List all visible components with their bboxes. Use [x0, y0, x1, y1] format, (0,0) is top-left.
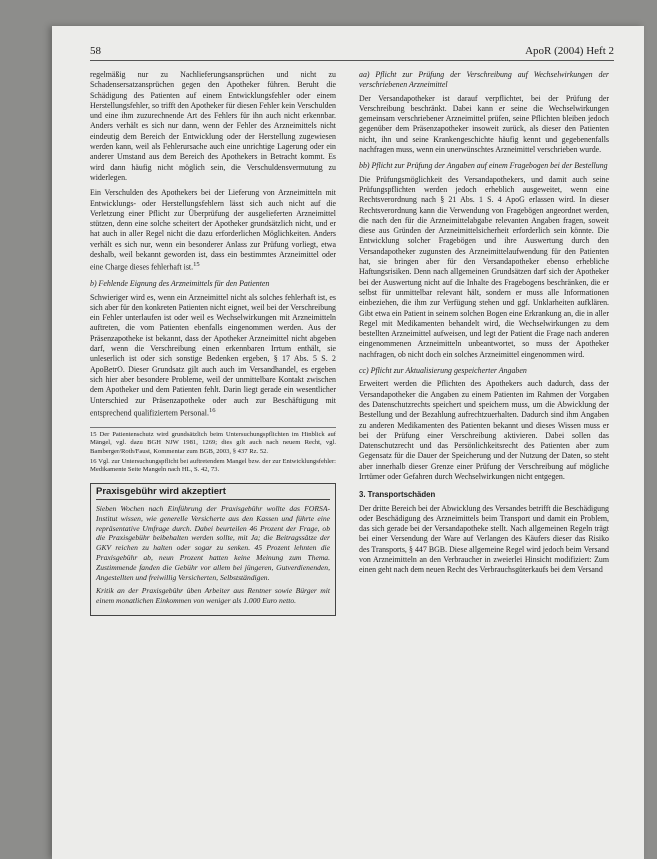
news-box-text: Sieben Wochen nach Einführung der Praxisgebühr wollte das FORSA-Institut wissen, wie generelle Versicherte aus den Kassen und führte eine repräsentative Umfrage durch. Dabei beurteilen 46 Prozent der Frage, ob die Praxisgebühr beibehalten werden sollte, mit Ja; die Beitragssätze der GKV reichen zu halten oder sogar zu senken. 45 Prozent lehnten die Praxisgebühr ab, neun Prozent hatten keine Meinung zum Thema. Zustimmende fanden die Gebühr vor allem bei jüngeren, Gutverdienenden, Angestellten und freiwillig Versicherten, Selbstständigen.	[96, 504, 330, 582]
paragraph: regelmäßig nur zu Nachlieferungsansprüchen und nicht zu Schadensersatzansprüchen gegen den Apotheker führen. Beruht die Schädigung des Patienten auf einem Entwicklungsfehler oder einem Herstellungsfehler, so trifft den Apotheker für diesen Fehler kein Verschulden und eine ihm zuzurechnende Art des Fehlers für ihn auch nicht erkennbar. Anders verhält es sich nur dann, wenn der Fehler des Arzneimittels nicht eindeutig dem Bereich der Entwicklung oder der Herstellung zugewiesen werden kann, weil als Fehlerursache auch eine unrichtige Lagerung oder ein anderer Umstand aus dem Bereich des Apothekers in Betracht kommt. Es wird dann häufig nicht möglich sein, die Verschuldensvermutung zu widerlegen.	[90, 70, 336, 182]
paragraph: Der Versandapotheker ist darauf verpflichtet, bei der Prüfung der Verschreibung beschränkt. Dabei kann er seine die Wechselwirkungen gemeinsam verschriebener Arzneimittel prüfen, seine Pflichten bleiben jedoch gegenüber dem Präsenzapotheker insoweit zurück, als dieser den Patienten nicht, ihn und seine Krankengeschichte häufig kennt und gegebenenfalls nachfragen muss, wenn ein unerwünschtes Arzneimittel verschrieben wurde.	[359, 93, 609, 155]
journal-page	[52, 26, 644, 859]
left-column	[90, 70, 336, 616]
right-column	[359, 70, 609, 581]
page-number: 58	[90, 45, 101, 57]
subsection-heading: b) Fehlende Eignung des Arzneimittels für den Patienten	[90, 279, 270, 289]
news-box-text: Kritik an der Praxisgebühr üben Arbeiter aus Rentner sowie Bürger mit einem monatlichen Einkommen von weniger als 1.000 Euro netto.	[96, 586, 330, 606]
page-header	[90, 42, 614, 61]
subsection-heading: bb) Pflicht zur Prüfung der Angaben auf einem Fragebogen bei der Bestellung	[359, 161, 608, 171]
paragraph: Die Prüfungsmöglichkeit des Versandapothekers, und damit auch seine Prüfungspflichten werden jedoch erheblich ausgeweitet, wenn eine Rechtsverordnung nach § 21 Abs. 1 S. 4 ApoG erlassen wird. In dieser Rechtsverordnung kann die Verwendung von Fragebögen angeordnet werden, die nach den für die Arzneimittelabgabe relevanten Angaben fragen, soweit diese aus Gründen der Arzneimittelsicherheit erforderlich sein könnte. Die Entwicklung solcher Fragebögen und ihre Auswertung durch den Versandapotheker zugunsten des Arzneimittelaufwendung für den Patienten hat, sie bringen aber für den Versandapotheker ebenso erhebliche Haftungsrisiken. Denn nach allgemeinen Grundsätzen darf sich der Apotheker bei der Auswertung nicht auf die Inhalte des Fragebogens beschränken, die er selbst für unmittelbar relevant hält, sondern er muss alle Informationen einbeziehen, die ihm zur Verfügung stehen und ggf. Unklarheiten aufklären. Gibt etwa ein Patient in seinem solchen Bogen eine Erkrankung an, die in aller Regel mit Medikamenten behandelt wird, die Wechselwirkungen zu dem bestellten Arzneimittel aufweisen, und legt der Patient die Frage nach anderen eingenommenen Arzneimitteln unbeantwortet, so muss der Apotheker nachfragen, ob nicht doch ein solches Arzneimittel eingenommen wird.	[359, 174, 609, 359]
paragraph-text: Ein Verschulden des Apothekers bei der Lieferung von Arzneimitteln mit Entwicklungs- oder Herstellungsfehlern lässt sich auch nicht auf die Verletzung einer Pflicht zur Überprüfung der ausgelieferten Arzneimittel stützen, denn eine solche scheitert der Apotheker grundsätzlich nicht, und er hat auch in aller Regel nicht die dazu erforderlichen Möglichkeiten. Anders verhält es sich nur, wenn ein besonderer Anlass zur Prüfung vorliegt, etwa deshalb, weil bekannt geworden ist, dass ein bestimmtes Arzneimittel oder eine Charge dieses fehlerhaft ist.	[90, 188, 336, 272]
paragraph	[90, 188, 336, 273]
paragraph	[90, 293, 336, 419]
footnote-ref: 15	[193, 261, 200, 269]
footnote: 15 Der Patientenschutz wird grundsätzlich beim Untersuchungspflichten im Hinblick auf Mängel, vgl. dazu BGH NJW 1981, 1269; dies gilt auch nach neuem Recht, vgl. Bamberger/Roth/Faust, Kommentar zum BGB, 2003, § 437 Rz. 52.	[90, 430, 336, 455]
news-box-title: Praxisgebühr wird akzeptiert	[96, 487, 330, 500]
paragraph: Der dritte Bereich bei der Abwicklung des Versandes betrifft die Beschädigung oder Beschädigung des Arzneimittels beim Transport und damit ein Problem, das sich gerade bei der Versandapotheke stellt. Nach allgemeinen Regeln trägt bei einer Versendung der Ware auf Verlangen des Käufers dieser das Risiko des Transports, § 447 BGB. Diese allgemeine Regel wird jedoch beim Versand von Arzneimitteln an den Verbraucher in zweierlei Hinsicht modifiziert: Zum einen geht nach dem neuen Recht des Verbrauchsgüterkaufs bei dem Versand	[359, 503, 609, 575]
news-box	[90, 483, 336, 616]
footnote-ref: 16	[208, 406, 216, 414]
journal-issue: ApoR (2004) Heft 2	[525, 45, 614, 57]
paragraph: Erweitert werden die Pflichten des Apothekers auch dadurch, dass der Versandapotheker die Angaben zu einem Patienten im Rahmen der Vorgaben des Datenschutzrechts speichert und speichern muss, um die Abwicklung der Bestellung und der Bezahlung aufrechtzuerhalten. Dadurch sind ihm Angaben zu anderen Medikamenten des Patienten bekannt und dieses Wissen muss er bei der Prüfung einer Verschreibung aktivieren. Dabei sollen das Datenschutzrecht und das Persönlichkeitsrecht des Patienten aber zum Gegensatz für die Dauer der Speicherung und der Nutzung der Daten, so steht aber innerhalb dieser Grenze einer Prüfung der Verschreibung auf mögliche Irrtümer oder Gefahren durch Wechselwirkungen nicht entgegen.	[359, 379, 609, 481]
subsection-heading: aa) Pflicht zur Prüfung der Verschreibung auf Wechselwirkungen der verschriebenen Arzneimittel	[359, 70, 609, 90]
paragraph-text: Schwieriger wird es, wenn ein Arzneimittel nicht als solches fehlerhaft ist, es sich aber für den konkreten Patienten nicht eignet, weil bei der Verschreibung ein Fehler unterlaufen ist oder weil es Wechselwirkungen mit Arzneimitteln auftreten, die vom Patienten ebenfalls eingenommen werden. Aus der Präsenzapotheke ist bekannt, dass der Apotheker Arzneimittel nicht abgeben darf, wenn die Verschreibung einen erkennbaren Irrtum enthält, sie unleserlich ist oder sich sonstige Bedenken ergeben, § 17 Abs. 5 S. 2 ApoBetrO. Dieser Grundsatz gilt auch auch im Versandhandel, es ergeben sich hier aber besondere Probleme, weil der unmittelbare Kontakt zwischen dem Apotheker und dem Patienten fehlt. Darin liegt gerade ein wesentlicher Unterschied zur Präsenzapotheke oder auch zur Beschäftigung mit entsprechend qualifiziertem Personal.	[90, 292, 336, 418]
section-heading: 3. Transportschäden	[359, 490, 436, 500]
subsection-heading: cc) Pflicht zur Aktualisierung gespeicherter Angaben	[359, 366, 527, 376]
footnote: 16 Vgl. zur Untersuchungspflicht bei auftretendem Mangel bzw. der zur Entwicklungsfehler: Medikamente Seite Mangeln nach HL, S. 42, 73.	[90, 457, 336, 474]
footnotes	[90, 427, 336, 475]
